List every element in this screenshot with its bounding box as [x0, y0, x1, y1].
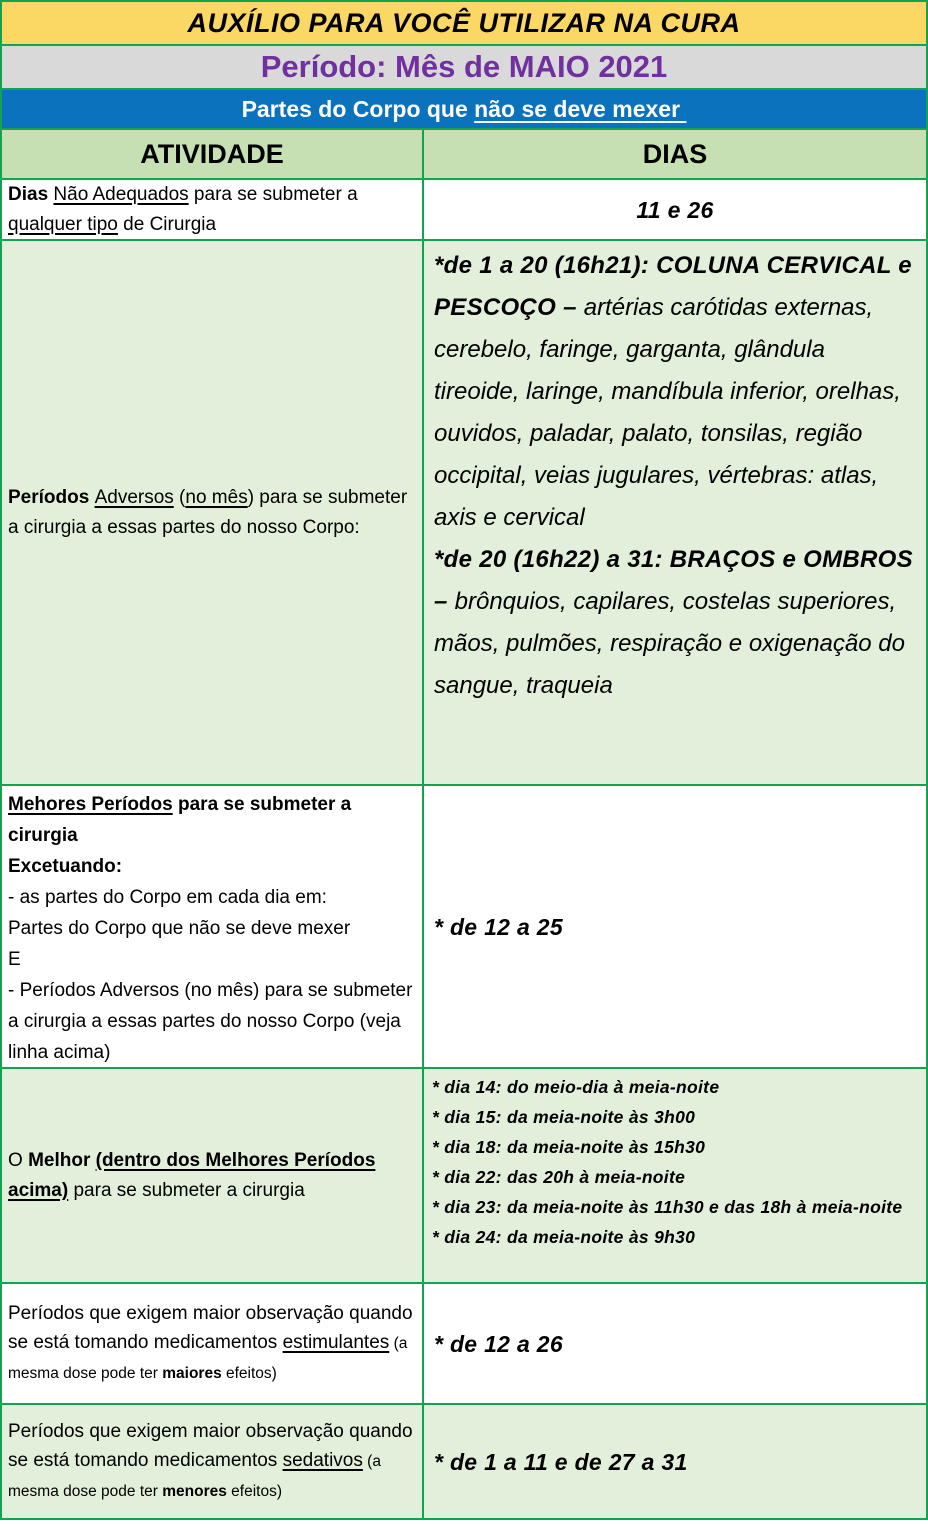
row-medicamentos-sedativos	[2, 1405, 926, 1518]
days-text: *de 1 a 20 (16h21): COLUNA CERVICAL e PESCOÇO – artérias carótidas externas, cerebelo, faringe, garganta, glândula tireoide, laringe, mandíbula inferior, orelhas, ouvidos, paladar, palato, tonsilas, região occipital, veias jugulares, vértebras: atlas, axis e cervical *de 20 (16h22) a 31: BRAÇOS e OMBROS – brônquios, capilares, costelas superiores, mãos, pulmões, respiração e oxigenação do sangue, traqueia	[434, 252, 913, 699]
days-text: * de 12 a 25	[434, 913, 563, 940]
activity-text: Períodos que exigem maior observação quando se está tomando medicamentos estimulantes (a mesma dose pode ter maiores efeitos)	[8, 1303, 413, 1382]
activity-cell	[2, 1284, 424, 1403]
row-periodos-adversos	[2, 241, 926, 786]
days-cell	[424, 1284, 926, 1403]
activity-cell	[2, 241, 424, 784]
row-melhores-periodos	[2, 786, 926, 1069]
period-banner	[2, 46, 926, 90]
days-cell	[424, 1069, 926, 1282]
activity-cell	[2, 1405, 424, 1518]
activity-cell	[2, 180, 424, 239]
page-title: AUXÍLIO PARA VOCÊ UTILIZAR NA CURA	[187, 7, 741, 38]
row-medicamentos-estimulantes	[2, 1284, 926, 1405]
section-banner	[2, 90, 926, 130]
days-text: * de 1 a 11 e de 27 a 31	[434, 1448, 688, 1475]
activity-cell	[2, 786, 424, 1067]
days-cell	[424, 241, 926, 784]
days-cell	[424, 180, 926, 239]
days-text: * de 12 a 26	[434, 1330, 563, 1357]
activity-text: O Melhor (dentro dos Melhores Períodos acima) para se submeter a cirurgia	[8, 1149, 376, 1201]
activity-cell	[2, 1069, 424, 1282]
activity-text: Mehores Períodos para se submeter a cirurgia Excetuando: - as partes do Corpo em cada dia em: Partes do Corpo que não se deve mexer E - Períodos Adversos (no mês) para se submeter a cirurgia a essas partes do nosso Corpo (veja linha acima)	[8, 794, 413, 1063]
days-text: 11 e 26	[636, 196, 714, 223]
days-text: * dia 14: do meio-dia à meia-noite * dia 15: da meia-noite às 3h00 * dia 18: da meia-noite às 15h30 * dia 22: das 20h à meia-noite * dia 23: da meia-noite às 11h30 e das 18h à meia-noite * dia 24: da meia-noite às 9h30	[432, 1077, 903, 1247]
section-text-prefix: Partes do Corpo que	[241, 95, 475, 122]
period-text: Período: Mês de MAIO 2021	[260, 49, 668, 84]
column-header-dias: DIAS	[642, 138, 708, 169]
title-banner	[2, 2, 926, 46]
section-text-underlined: não se deve mexer	[474, 95, 687, 122]
activity-text: Períodos que exigem maior observação quando se está tomando medicamentos sedativos (a mesma dose pode ter menores efeitos)	[8, 1421, 413, 1500]
table-header-row	[2, 130, 926, 180]
row-dias-nao-adequados	[2, 180, 926, 241]
days-cell	[424, 786, 926, 1067]
activity-text: Períodos Adversos (no mês) para se submeter a cirurgia a essas partes do nosso Corpo:	[8, 486, 408, 538]
row-o-melhor	[2, 1069, 926, 1284]
activity-text: Dias Não Adequados para se submeter a qualquer tipo de Cirurgia	[8, 183, 358, 235]
column-header-atividade: ATIVIDADE	[2, 130, 424, 178]
days-cell	[424, 1405, 926, 1518]
